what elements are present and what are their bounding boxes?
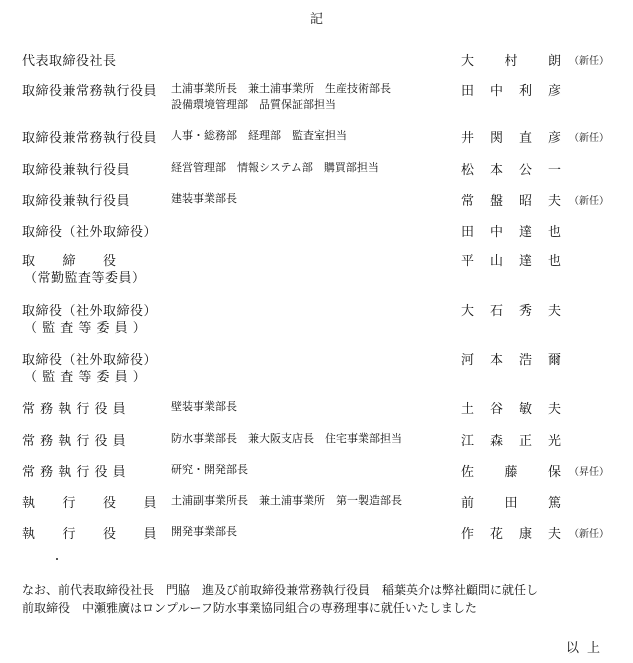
officer-name <box>461 159 561 178</box>
footer-line-1: なお、前代表取締役社長 門脇 進及び前取締役兼常務執行役員 稲葉英介は弊社顧問に就任し <box>22 583 539 597</box>
officer-name-char: 中 <box>489 225 503 240</box>
officer-name-char: 康 <box>518 527 532 542</box>
officer-name-char: 篤 <box>547 496 561 511</box>
officer-row <box>0 492 633 526</box>
officer-name-char: 花 <box>489 527 503 542</box>
officer-title-sub: （ 監 査 等 委 員 ） <box>24 321 147 336</box>
officer-name <box>461 221 561 240</box>
officer-department: 経営管理部 情報システム部 購買部担当 <box>171 161 379 174</box>
officer-name-char: 也 <box>547 225 561 240</box>
officer-name <box>461 492 561 511</box>
officer-name <box>461 127 561 146</box>
officer-title: 取締役（社外取締役） <box>22 353 158 368</box>
officer-name-char: 盤 <box>489 194 503 209</box>
officer-name-char: 土 <box>461 402 475 417</box>
officer-name-char: 江 <box>461 434 475 449</box>
officer-department: 開発事業部長 <box>171 525 237 538</box>
officer-name-char: 彦 <box>547 131 561 146</box>
officer-row <box>0 430 633 464</box>
officer-title: 執 行 役 員 <box>22 527 158 542</box>
officer-name-char: 達 <box>518 225 532 240</box>
officer-name <box>461 461 561 480</box>
officer-department: 建装事業部長 <box>171 192 237 205</box>
officer-name-char: 森 <box>489 434 503 449</box>
officer-name-char: 中 <box>489 84 503 99</box>
officer-title-sub: （常勤監査等委員） <box>24 271 146 286</box>
officer-name-char: 夫 <box>547 304 561 319</box>
officer-row <box>0 80 633 114</box>
officer-name-char: 公 <box>518 163 532 178</box>
officer-name-char: 井 <box>461 131 475 146</box>
officer-row <box>0 300 633 334</box>
officer-title: 取 締 役 <box>22 254 117 269</box>
officer-name-char: 本 <box>489 163 503 178</box>
officer-name-char: 大 <box>461 304 475 319</box>
officer-name-char: 村 <box>504 54 518 69</box>
officer-department-sub: 設備環境管理部 品質保証部担当 <box>171 98 336 111</box>
officer-row <box>0 50 633 84</box>
officer-name-char: 田 <box>504 496 518 511</box>
officer-name-char: 常 <box>461 194 475 209</box>
closing-mark: 以上 <box>566 641 609 656</box>
officer-title: 常 務 執 行 役 員 <box>22 434 127 449</box>
officer-name <box>461 430 561 449</box>
stray-mark <box>56 558 58 560</box>
officer-name-char: 秀 <box>518 304 532 319</box>
officer-row <box>0 159 633 193</box>
officer-title: 代表取締役社長 <box>22 54 117 69</box>
officer-name-char: 佐 <box>461 465 475 480</box>
officer-name <box>461 190 561 209</box>
document-heading: 記 <box>309 12 323 27</box>
officer-name-char: 夫 <box>547 527 561 542</box>
officer-name-char: 河 <box>461 353 475 368</box>
officer-status-note: （新任） <box>569 196 609 207</box>
officer-row <box>0 127 633 161</box>
officer-name <box>461 398 561 417</box>
officer-name-char: 平 <box>461 254 475 269</box>
officer-name-char: 一 <box>547 163 561 178</box>
officer-title: 取締役兼執行役員 <box>22 194 131 209</box>
officer-department: 人事・総務部 経理部 監査室担当 <box>171 129 347 142</box>
officer-name-char: 田 <box>461 225 475 240</box>
officer-name-char: 達 <box>518 254 532 269</box>
officer-department: 防水事業部長 兼大阪支店長 住宅事業部担当 <box>171 432 402 445</box>
officer-department: 土浦事業所長 兼土浦事業所 生産技術部長 <box>171 82 391 95</box>
officer-name-char: 浩 <box>518 353 532 368</box>
officer-name-char: 石 <box>489 304 503 319</box>
officer-title: 取締役兼執行役員 <box>22 163 131 178</box>
officer-title: 執 行 役 員 <box>22 496 158 511</box>
officer-name <box>461 300 561 319</box>
officer-name-char: 利 <box>518 84 532 99</box>
officer-name-char: 夫 <box>547 402 561 417</box>
officer-name-char: 本 <box>489 353 503 368</box>
officer-name-char: 前 <box>461 496 475 511</box>
officer-row <box>0 349 633 383</box>
officer-name-char: 爾 <box>547 353 561 368</box>
officer-row <box>0 398 633 432</box>
officer-name-char: 昭 <box>518 194 532 209</box>
officer-department: 土浦副事業所長 兼土浦事業所 第一製造部長 <box>171 494 402 507</box>
officer-department: 壁装事業部長 <box>171 400 237 413</box>
officer-title: 取締役兼常務執行役員 <box>22 131 158 146</box>
officer-name-char: 正 <box>518 434 532 449</box>
footer-note <box>22 581 538 617</box>
officer-name-char: 光 <box>547 434 561 449</box>
officer-status-note: （昇任） <box>569 467 609 478</box>
officer-name-char: 藤 <box>504 465 518 480</box>
officer-name-char: 也 <box>547 254 561 269</box>
officer-row <box>0 461 633 495</box>
officer-name-char: 作 <box>461 527 475 542</box>
officer-row <box>0 523 633 557</box>
officer-name-char: 大 <box>461 54 475 69</box>
officer-name <box>461 523 561 542</box>
officer-title: 取締役（社外取締役） <box>22 304 158 319</box>
officer-name-char: 関 <box>489 131 503 146</box>
officer-name <box>461 250 561 269</box>
officer-status-note: （新任） <box>569 529 609 540</box>
officer-title: 常 務 執 行 役 員 <box>22 402 127 417</box>
officer-name-char: 保 <box>547 465 561 480</box>
officer-name-char: 松 <box>461 163 475 178</box>
officer-name-char: 田 <box>461 84 475 99</box>
officer-title: 常 務 執 行 役 員 <box>22 465 127 480</box>
officer-name-char: 夫 <box>547 194 561 209</box>
officer-name-char: 谷 <box>489 402 503 417</box>
officer-name-char: 直 <box>518 131 532 146</box>
officer-title: 取締役（社外取締役） <box>22 225 158 240</box>
officer-department: 研究・開発部長 <box>171 463 248 476</box>
officer-name-char: 彦 <box>547 84 561 99</box>
officer-name <box>461 349 561 368</box>
officer-title: 取締役兼常務執行役員 <box>22 84 158 99</box>
footer-line-2: 前取締役 中瀬雅廣はロンプルーフ防水事業協同組合の専務理事に就任いたしました <box>22 601 477 615</box>
officer-name-char: 山 <box>489 254 503 269</box>
officer-status-note: （新任） <box>569 56 609 67</box>
officer-name <box>461 80 561 99</box>
officer-row <box>0 190 633 224</box>
officer-row <box>0 250 633 284</box>
officer-name-char: 敏 <box>518 402 532 417</box>
officer-title-sub: （ 監 査 等 委 員 ） <box>24 370 147 385</box>
officer-name-char: 朗 <box>547 54 561 69</box>
officer-name <box>461 50 561 69</box>
officer-status-note: （新任） <box>569 133 609 144</box>
